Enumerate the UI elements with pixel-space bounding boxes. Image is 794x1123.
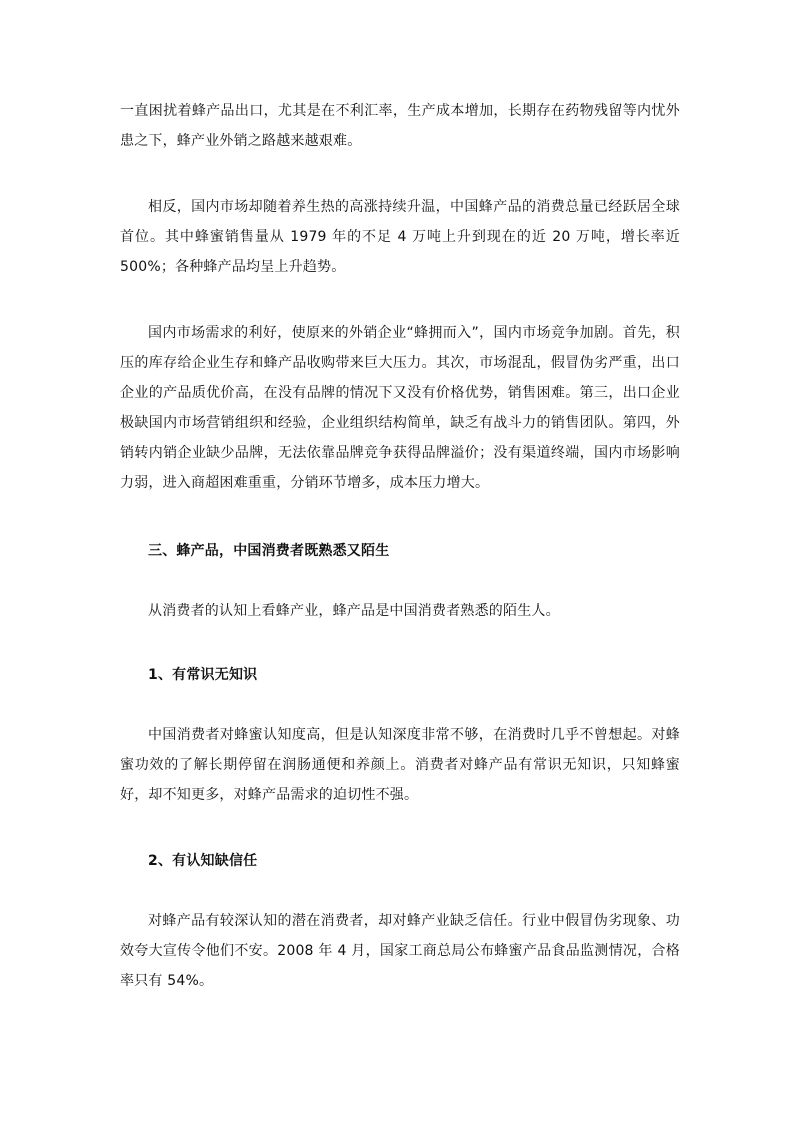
section-intro: 从消费者的认知上看蜂产业，蜂产品是中国消费者熟悉的陌生人。 xyxy=(148,603,560,619)
section-heading: 三、蜂产品，中国消费者既熟悉又陌生 xyxy=(148,543,390,559)
paragraph-export-difficulties: 一直困扰着蜂产品出口，尤其是在不利汇率，生产成本增加，长期存在药物残留等内忧外患之下，蜂产业外销之路越来越艰难。 xyxy=(120,103,680,149)
subsection-heading-1: 1、有常识无知识 xyxy=(148,667,258,683)
subsection-heading-2: 2、有认知缺信任 xyxy=(148,853,258,869)
paragraph-domestic-market: 相反，国内市场却随着养生热的高涨持续升温，中国蜂产品的消费总量已经跃居全球首位。其中蜂蜜销售量从 1979 年的不足 4 万吨上升到现在的近 20 万吨，增长率近 500%；各种蜂产品均呈上升趋势。 xyxy=(120,199,680,275)
subsection-text-1: 中国消费者对蜂蜜认知度高，但是认知深度非常不够，在消费时几乎不曾想起。对蜂蜜功效的了解长期停留在润肠通便和养颜上。消费者对蜂产品有常识无知识，只知蜂蜜好，却不知更多，对蜂产品需求的迫切性不强。 xyxy=(120,727,680,803)
paragraph-competition: 国内市场需求的利好，使原来的外销企业“蜂拥而入”，国内市场竞争加剧。首先，积压的库存给企业生存和蜂产品收购带来巨大压力。其次，市场混乱，假冒伪劣严重，出口企业的产品质优价高，在没有品牌的情况下又没有价格优势，销售困难。第三，出口企业极缺国内市场营销组织和经验，企业组织结构简单，缺乏有战斗力的销售团队。第四，外销转内销企业缺少品牌，无法依靠品牌竞争获得品牌溢价；没有渠道终端，国内市场影响力弱，进入商超困难重重，分销环节增多，成本压力增大。 xyxy=(120,325,680,491)
subsection-text-2: 对蜂产品有较深认知的潜在消费者，却对蜂产业缺乏信任。行业中假冒伪劣现象、功效夸大宣传令他们不安。2008 年 4 月，国家工商总局公布蜂蜜产品食品监测情况，合格率只有 54%。 xyxy=(120,913,680,989)
